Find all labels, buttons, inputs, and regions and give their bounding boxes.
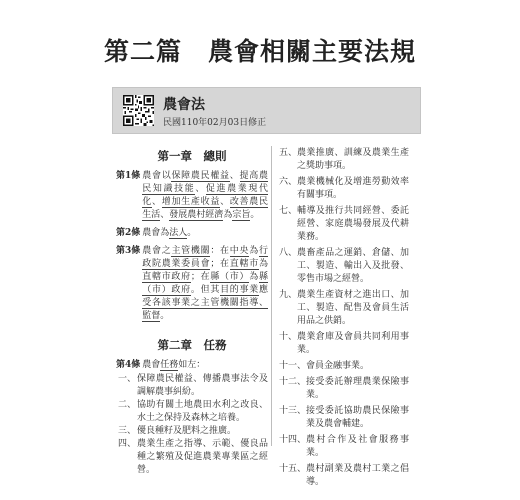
article-3 — [116, 245, 268, 323]
list-item: 五、 農業推廣、訓練及農業生產之獎助事項。 — [279, 148, 409, 171]
list-item: 九、 農業生產資材之進出口、加工、製造、配售及會員生活用品之供銷。 — [279, 290, 409, 326]
task-list-right — [279, 147, 409, 489]
law-name: 農會法 — [163, 97, 205, 113]
list-item: 四、 農業生產之指導、示範、優良品種之繁殖及促進農業專業區之經營。 — [117, 439, 268, 475]
law-header — [112, 87, 421, 134]
list-item: 十四、 農村合作及社會服務事業。 — [279, 435, 409, 458]
article-text: 農會為法人。 — [142, 228, 197, 238]
article-number: 第4條 — [116, 360, 141, 370]
page-title: 第二篇 農會相關主要法規 — [103, 37, 416, 66]
list-item: 三、 優良種籽及肥料之推廣。 — [117, 426, 237, 436]
qr-code-icon[interactable] — [123, 95, 154, 126]
article-2 — [116, 227, 268, 240]
column-divider — [271, 146, 272, 446]
article-text: 農會以保障農民權益、提高農民知識技能、促進農業現代化、增加生產收益、改善農民生活、發展農村經濟為宗旨。 — [142, 171, 268, 220]
chapter-2-title: 第二章 任務 — [157, 338, 227, 352]
article-4 — [116, 359, 268, 372]
article-text: 農會之主管機關：在中央為行政院農業委員會；在直轄市為直轄市政府；在縣（市）為縣（市）政府。但其目的事業應受各該事業之主管機關指導、監督。 — [142, 246, 268, 321]
list-item: 二、 協助有關土地農田水利之改良、水土之保持及森林之培養。 — [117, 400, 268, 423]
right-column — [279, 146, 409, 492]
left-column — [116, 148, 268, 477]
law-amended-date: 民國110年02月03日修正 — [163, 118, 267, 128]
article-text: 農會任務如左： — [142, 360, 206, 370]
list-item: 十二、 接受委託辦理農業保險事業。 — [279, 377, 409, 400]
article-1 — [116, 170, 268, 222]
list-item: 七、 輔導及推行共同經營、委託經營、家庭農場發展及代耕業務。 — [279, 206, 409, 242]
list-item: 一、 保障農民權益、傳播農事法令及調解農事糾紛。 — [117, 374, 268, 397]
chapter-1-title: 第一章 總則 — [157, 149, 227, 163]
list-item: 十一、 會員金融事業。 — [279, 361, 370, 371]
list-item: 六、 農業機械化及增進勞動效率有關事項。 — [279, 177, 409, 200]
list-item: 八、 農畜產品之運銷、倉儲、加工、製造、輸出入及批發、零售市場之經營。 — [279, 248, 409, 284]
task-list-left — [116, 373, 268, 477]
article-number: 第2條 — [116, 228, 141, 238]
list-item: 十、 農業倉庫及會員共同利用事業。 — [279, 332, 409, 355]
list-item: 十五、 農村副業及農村工業之倡導。 — [279, 464, 409, 487]
article-number: 第3條 — [116, 246, 141, 256]
list-item: 十三、 接受委託協助農民保險事業及農會輔建。 — [279, 406, 409, 429]
article-number: 第1條 — [116, 171, 141, 181]
